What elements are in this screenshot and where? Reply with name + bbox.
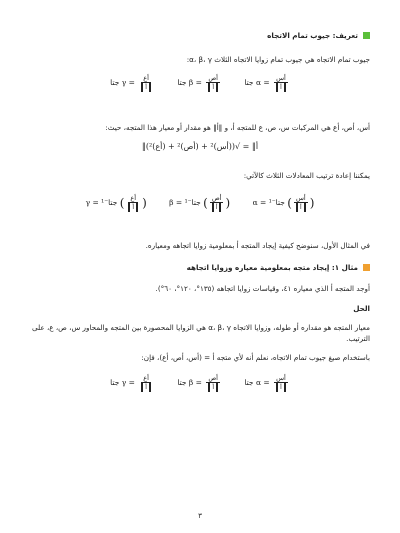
next-example-text: في المثال الأول، سنوضح كيفية إيجاد المتجه أ بمعلومية زوايا اتجاهه ومعياره. — [145, 241, 370, 250]
example-heading-row — [30, 262, 370, 273]
example-heading: مثال ١: إيجاد متجه بمعلومية معياره وزوايا اتجاهه — [186, 263, 358, 272]
cos-gamma-equation: جتا γ = $\frac{\text{أع}}{\text{أ}}$ — [110, 374, 149, 391]
gamma-inverse-equation: γ = جتا⁻¹ ( $\frac{\text{أع}}{\text{أ}}$ ) — [85, 194, 147, 211]
inverse-cosine-equations — [0, 194, 400, 212]
cos-alpha-equation: جتا α = $\frac{\text{أس}}{\text{أ}}$ — [244, 374, 286, 391]
cos-alpha-equation: جتا α = $\frac{\text{أس}}{\text{أ}}$ — [244, 74, 286, 91]
definition-heading: تعريف: جيوب تمام الاتجاه — [267, 31, 358, 40]
green-square-icon — [363, 32, 370, 39]
definition-intro: جيوب تمام الاتجاه هي جيوب تمام زوايا الاتجاه الثلاث α، β، γ: — [186, 55, 370, 64]
cos-beta-equation: جتا β = $\frac{\text{أص}}{\text{أ}}$ — [177, 74, 218, 91]
alpha-inverse-equation: α = جتا⁻¹ ( $\frac{\text{أس}}{\text{أ}}$ ) — [252, 194, 315, 211]
solution-paragraph-1: معيار المتجه هو مقداره أو طوله، وزوايا الاتجاه α، β، γ هي الزوايا المحصورة بين المتجه والمحاور س، ص، ع، على الترتيب. — [32, 323, 370, 343]
orange-square-icon — [363, 264, 370, 271]
page-number: ٣ — [198, 512, 202, 520]
example-question: أوجد المتجه أ الذي معياره ٤١، وقياسات زوايا اتجاهه (١٣٥°، ١٢٠°، ٦٠°). — [155, 284, 370, 293]
cos-gamma-equation: جتا γ = $\frac{\text{أع}}{\text{أ}}$ — [110, 74, 149, 91]
direction-cosines-equations-repeat — [0, 374, 400, 392]
cos-beta-equation: جتا β = $\frac{\text{أص}}{\text{أ}}$ — [177, 374, 218, 391]
norm-formula: ‖أ‖ = √((أس)² + (أص)² + (أع)²) — [141, 142, 259, 151]
solution-label: الحل — [353, 304, 370, 313]
beta-inverse-equation: β = جتا⁻¹ ( $\frac{\text{أص}}{\text{أ}}$ ) — [169, 194, 231, 211]
components-text: أس، أص، أع هي المركبات س، ص، ع للمتجه أ، و ‖أ‖ هو مقدار أو معيار هذا المتجه، حيث: — [105, 123, 370, 132]
definition-heading-row — [30, 30, 370, 41]
solution-paragraph-2: باستخدام صيغ جيوب تمام الاتجاه، نعلم أنه لأي متجه أ = (أس، أص، أع)، فإن: — [141, 353, 370, 362]
direction-cosines-equations — [0, 74, 400, 92]
rearrange-text: يمكننا إعادة ترتيب المعادلات الثلاث كالآتي: — [243, 171, 370, 180]
